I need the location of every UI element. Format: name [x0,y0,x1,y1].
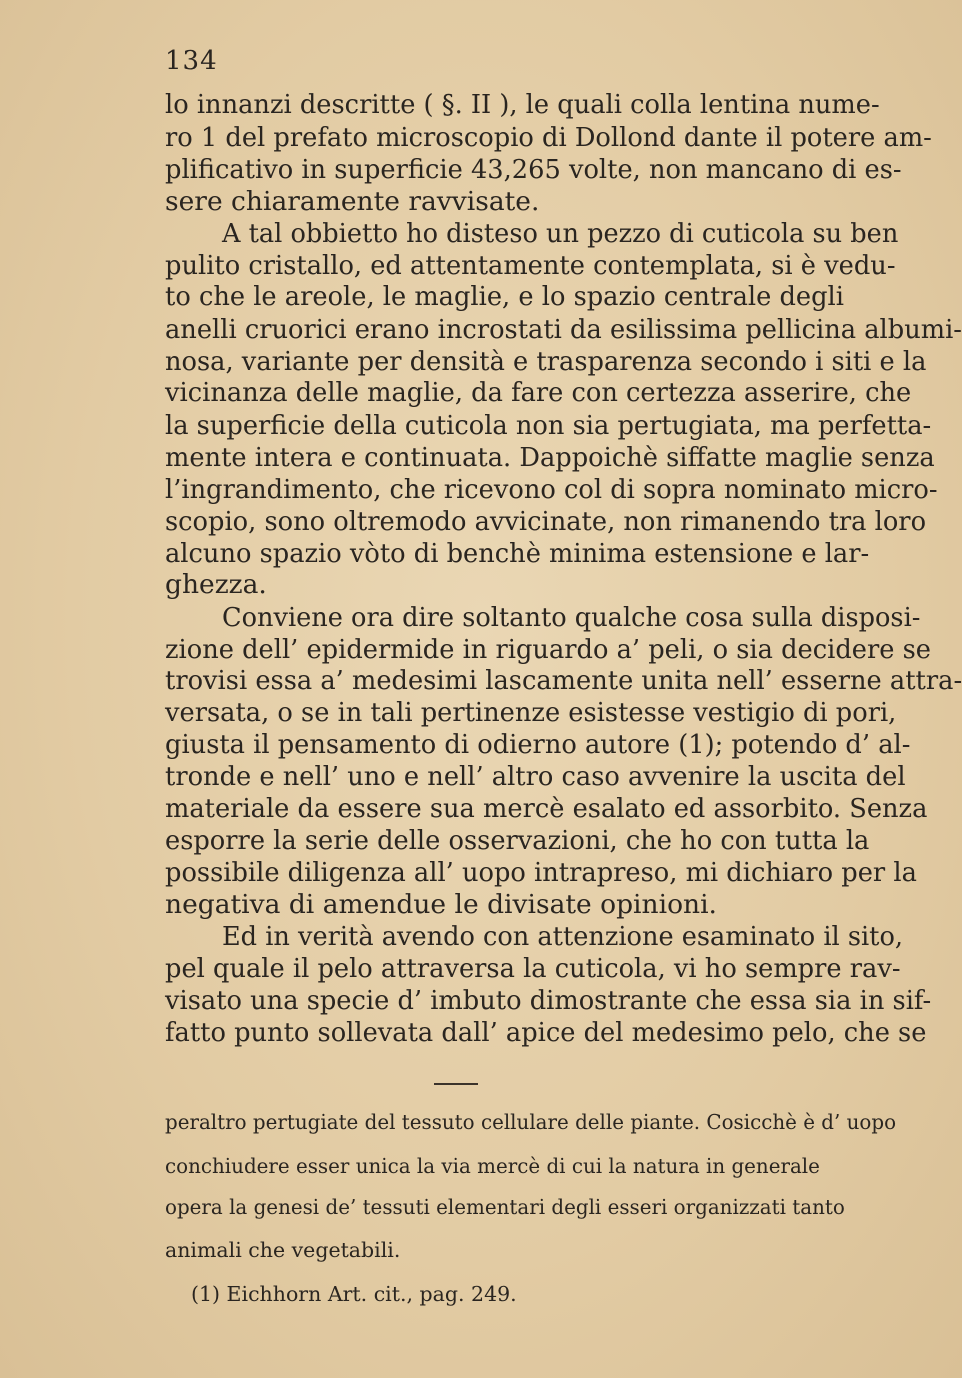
text-line: possibile diligenza all’ uopo intrapreso, mi dichiaro per la [165,857,917,888]
text-line: mente intera e continuata. Dappoichè siffatte maglie senza [165,442,935,473]
text-line: la superficie della cuticola non sia pertugiata, ma perfetta- [165,410,932,441]
text-line: Conviene ora dire soltanto qualche cosa sulla disposi- [222,602,921,633]
text-line: esporre la serie delle osservazioni, che ho con tutta la [165,825,870,856]
text-line: tronde e nell’ uno e nell’ altro caso avvenire la uscita del [165,761,906,792]
text-line: pel quale il pelo attraversa la cuticola, vi ho sempre rav- [165,953,901,984]
text-line: to che le areole, le maglie, e lo spazio centrale degli [165,281,844,312]
footnote-line: animali che vegetabili. [165,1238,401,1262]
text-line: anelli cruorici erano incrostati da esilissima pellicina albumi- [165,314,962,345]
text-line: scopio, sono oltremodo avvicinate, non rimanendo tra loro [165,506,927,537]
text-line: zione dell’ epidermide in riguardo a’ peli, o sia decidere se [165,634,931,665]
text-line: nosa, variante per densità e trasparenza secondo i siti e la [165,346,927,377]
text-line: plificativo in superficie 43,265 volte, non mancano di es- [165,154,902,185]
text-line: versata, o se in tali pertinenze esistesse vestigio di pori, [165,697,897,728]
text-line: A tal obbietto ho disteso un pezzo di cuticola su ben [222,218,899,249]
text-line: pulito cristallo, ed attentamente contemplata, si è vedu- [165,250,896,281]
text-line: lo innanzi descritte ( §. II ), le quali colla lentina nume- [165,89,880,120]
text-line: negativa di amendue le divisate opinioni. [165,889,717,920]
page-number: 134 [165,46,218,76]
text-line: trovisi essa a’ medesimi lascamente unita nell’ esserne attra- [165,665,962,696]
text-line: fatto punto sollevata dall’ apice del medesimo pelo, che se [165,1017,927,1048]
footnote-line: opera la genesi de’ tessuti elementari degli esseri organizzati tanto [165,1195,845,1219]
text-line: materiale da essere sua mercè esalato ed assorbito. Senza [165,793,928,824]
footnote-line: peraltro pertugiate del tessuto cellulare delle piante. Cosicchè è d’ uopo [165,1110,897,1134]
text-line: sere chiaramente ravvisate. [165,186,540,217]
footnote-reference: (1) Eichhorn Art. cit., pag. 249. [191,1282,517,1306]
text-line: l’ingrandimento, che ricevono col di sopra nominato micro- [165,474,938,505]
text-line: ghezza. [165,569,267,600]
text-line: giusta il pensamento di odierno autore (1); potendo d’ al- [165,729,911,760]
text-line: Ed in verità avendo con attenzione esaminato il sito, [222,921,904,952]
text-line: ro 1 del prefato microscopio di Dollond dante il potere am- [165,122,932,153]
text-line: alcuno spazio vòto di benchè minima estensione e lar- [165,538,870,569]
text-line: visato una specie d’ imbuto dimostrante che essa sia in sif- [165,985,932,1016]
footnote-divider [434,1083,478,1085]
footnote-line: conchiudere esser unica la via mercè di cui la natura in generale [165,1154,820,1178]
text-line: vicinanza delle maglie, da fare con certezza asserire, che [165,377,912,408]
